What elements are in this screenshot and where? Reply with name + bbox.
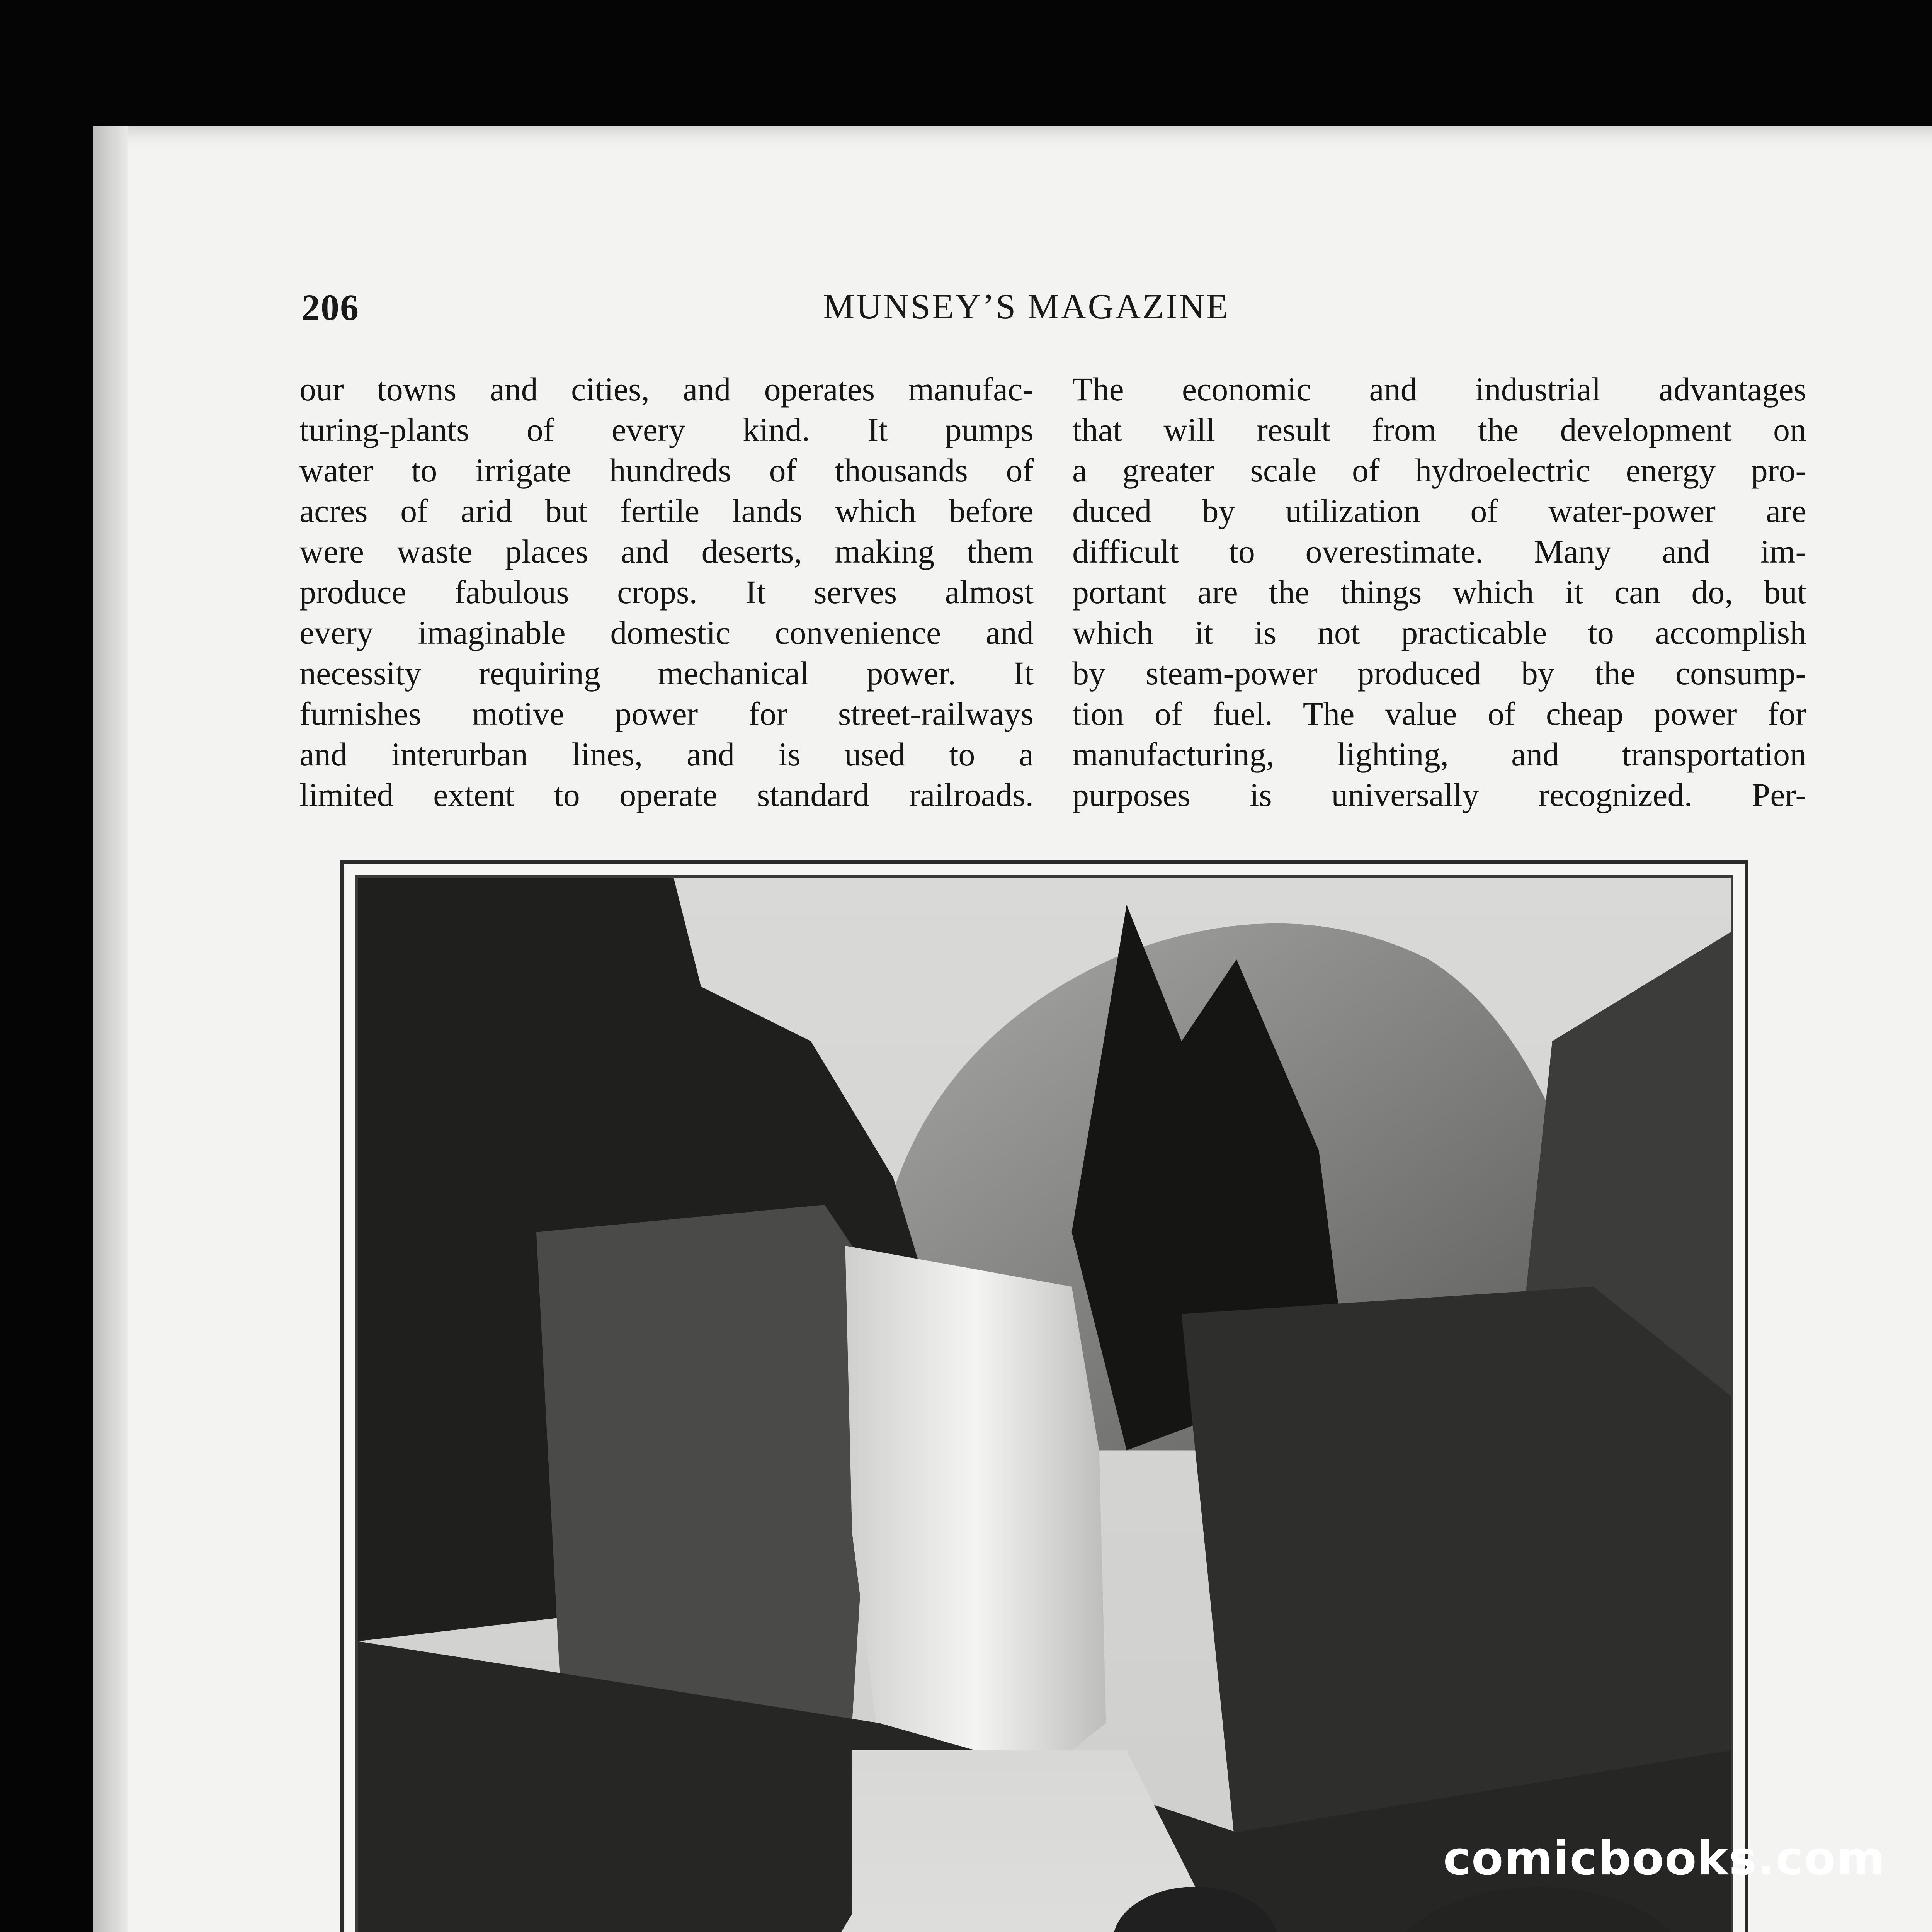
text-line: a greater scale of hydroelectric energy pro- <box>1072 452 1806 489</box>
text-line: by steam-power produced by the consump- <box>1072 655 1806 692</box>
text-line: were waste places and deserts, making them <box>299 533 1034 570</box>
text-line: every imaginable domestic convenience and <box>299 614 1034 651</box>
text-line: which it is not practicable to accomplish <box>1072 614 1806 651</box>
text-line: manufacturing, lighting, and transportation <box>1072 736 1806 773</box>
text-line: and interurban lines, and is used to a <box>299 736 1034 773</box>
waterfall-illustration <box>358 878 1731 1932</box>
text-line: portant are the things which it can do, but <box>1072 573 1806 611</box>
vernal-fall <box>845 1246 1106 1750</box>
site-watermark: comicbooks.com <box>1443 1832 1886 1886</box>
text-line: our towns and cities, and operates manufac- <box>299 371 1034 408</box>
running-head: MUNSEY’S MAGAZINE <box>823 287 1230 326</box>
text-line: purposes is universally recognized. Per- <box>1072 776 1806 813</box>
text-line: furnishes motive power for street-railways <box>299 695 1034 732</box>
right-column <box>1072 369 1806 815</box>
page-header <box>301 286 1808 332</box>
text-line: water to irrigate hundreds of thousands of <box>299 452 1034 489</box>
page-number: 206 <box>301 287 359 328</box>
page-edge-shadow <box>93 126 128 1932</box>
text-line: tion of fuel. The value of cheap power for <box>1072 695 1806 732</box>
text-line: produce fabulous crops. It serves almost <box>299 573 1034 611</box>
text-line: turing-plants of every kind. It pumps <box>299 411 1034 448</box>
text-line: The economic and industrial advantages <box>1072 371 1806 408</box>
waterfall-photo <box>355 875 1733 1932</box>
text-line: difficult to overestimate. Many and im- <box>1072 533 1806 570</box>
text-line: duced by utilization of water-power are <box>1072 492 1806 529</box>
text-line: that will result from the development on <box>1072 411 1806 448</box>
text-line: acres of arid but fertile lands which before <box>299 492 1034 529</box>
left-column <box>299 369 1034 815</box>
left-rock-wall <box>536 1205 879 1750</box>
text-line: limited extent to operate standard railroads. <box>299 776 1034 813</box>
text-line: necessity requiring mechanical power. It <box>299 655 1034 692</box>
photo-frame <box>340 860 1748 1932</box>
